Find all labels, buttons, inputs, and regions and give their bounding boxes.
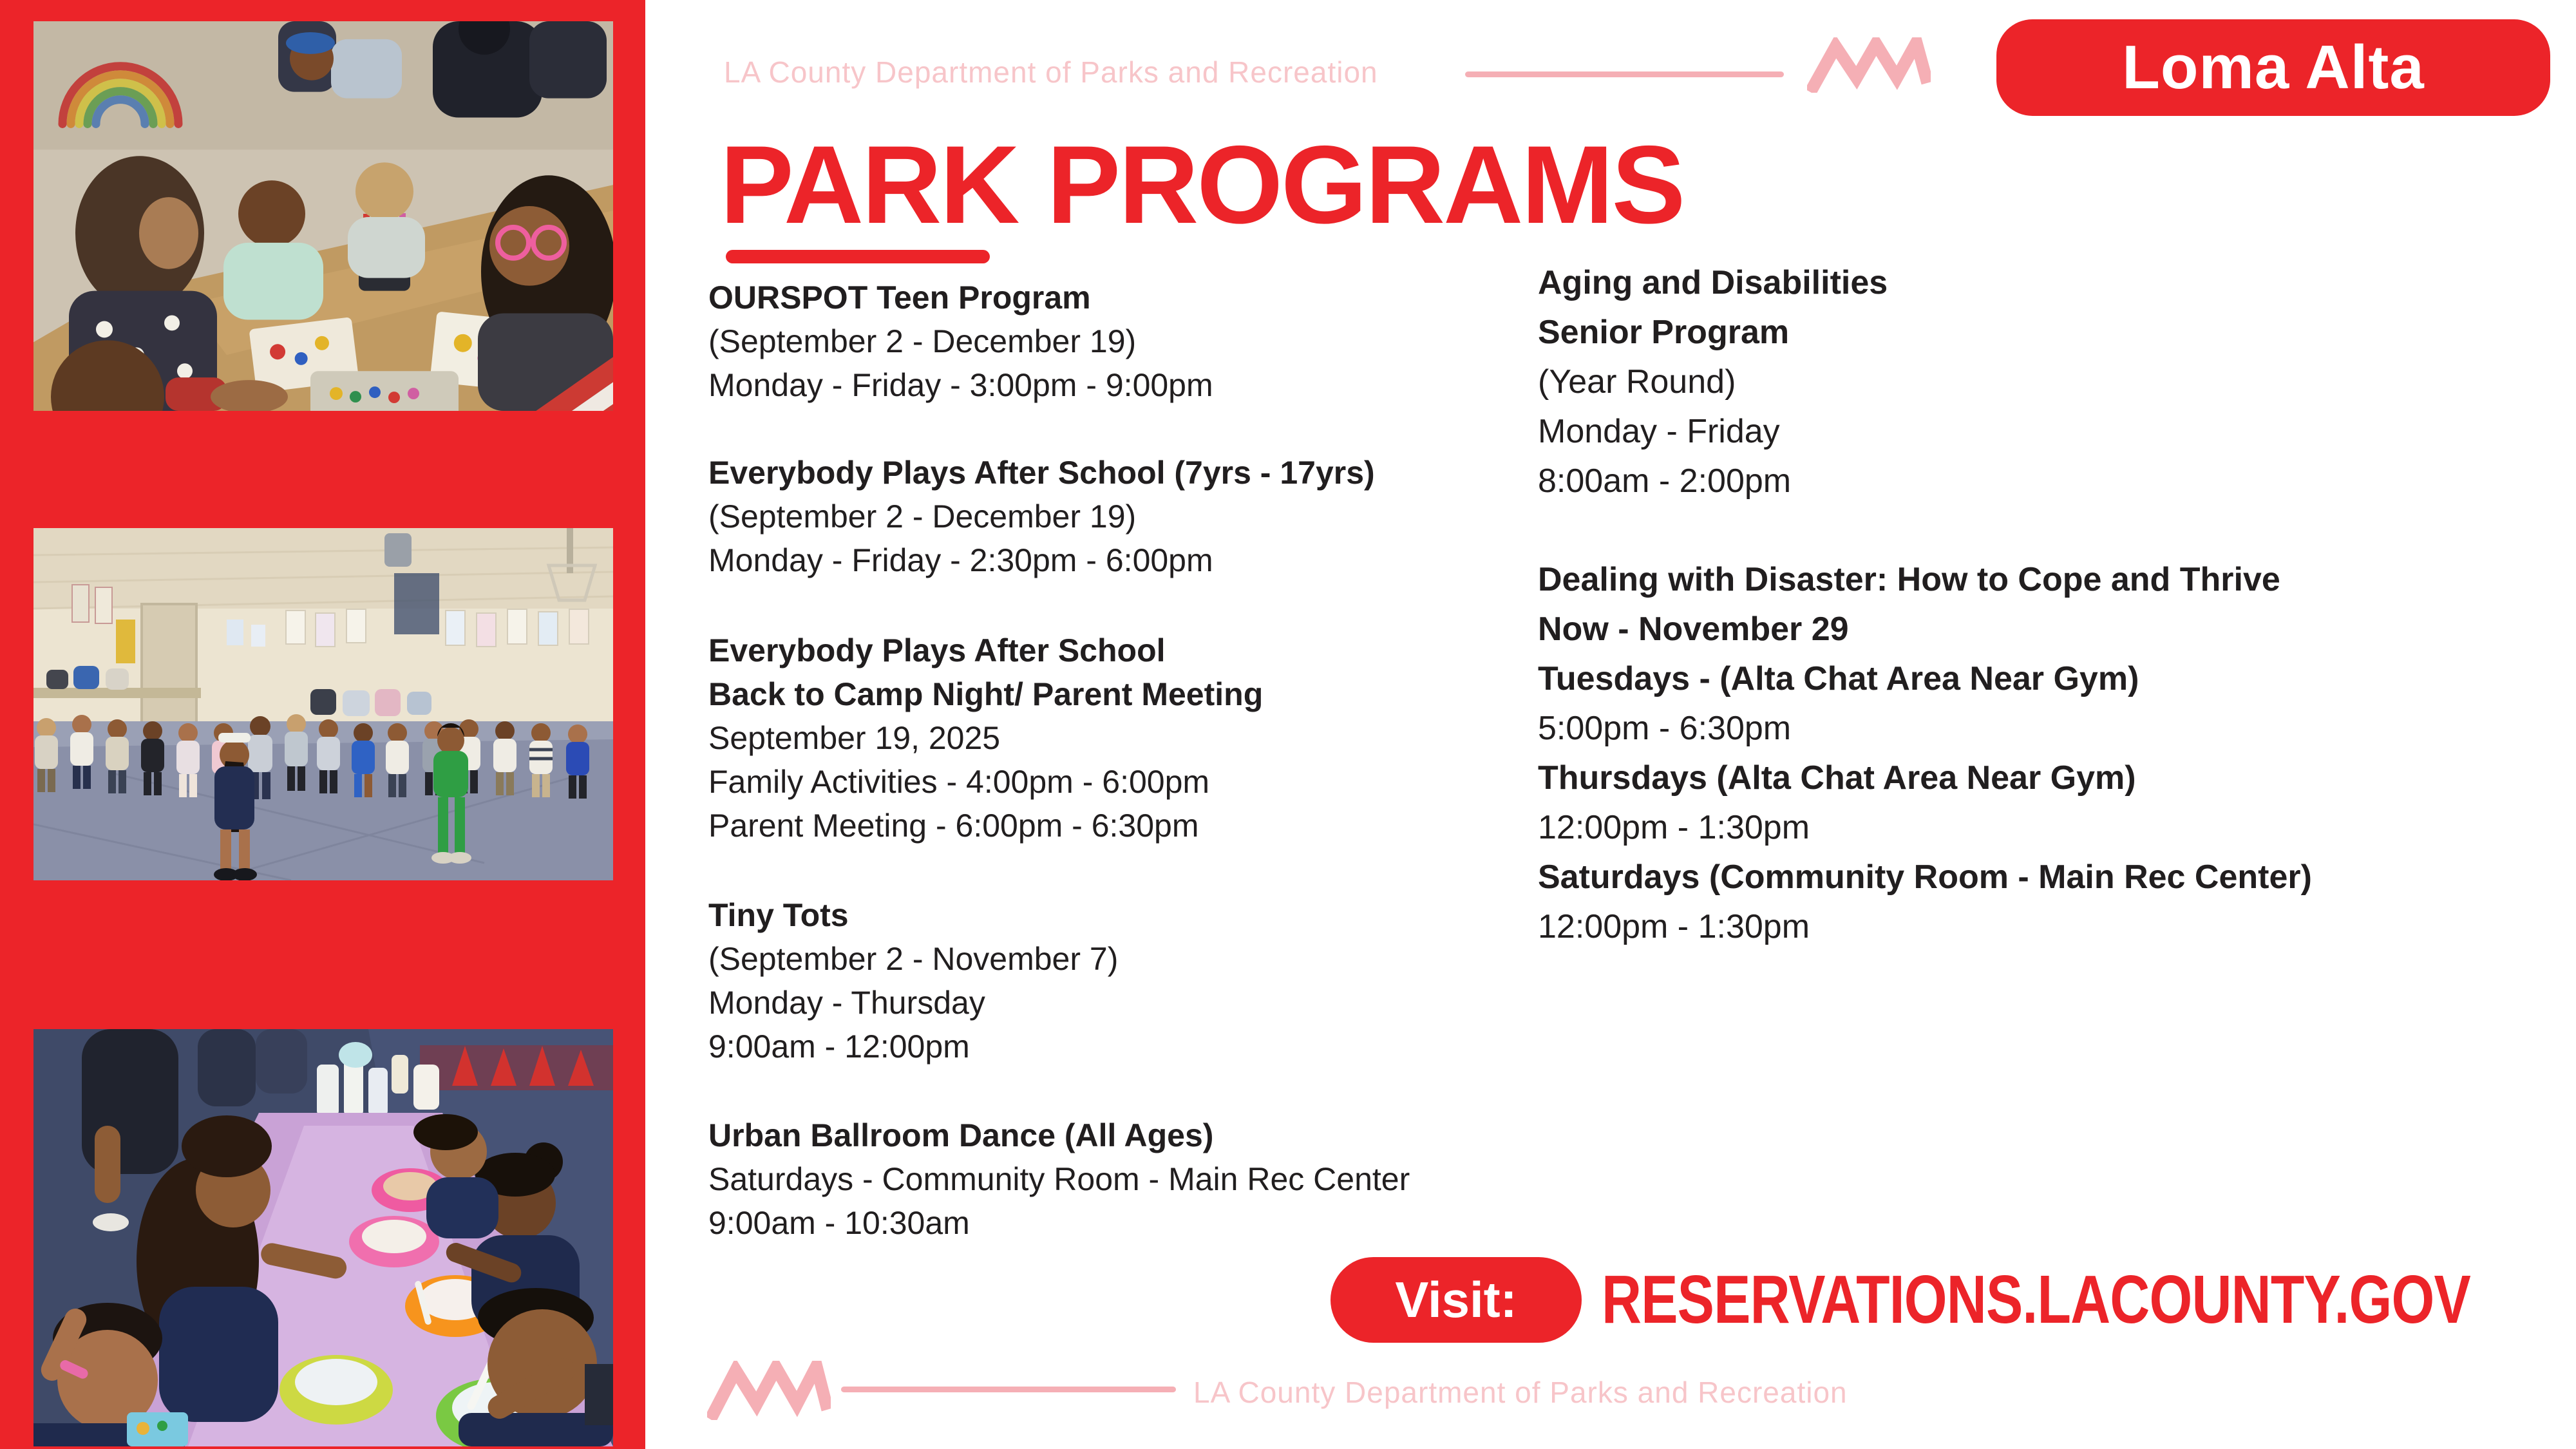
program-detail-line: Monday - Friday - 3:00pm - 9:00pm bbox=[708, 367, 1213, 403]
visit-label-pill bbox=[1331, 1257, 1582, 1343]
program-detail-line: 12:00pm - 1:30pm bbox=[1538, 908, 1810, 945]
footer-org-text: LA County Department of Parks and Recreation bbox=[1193, 1376, 1848, 1409]
program-detail-line: September 19, 2025 bbox=[708, 720, 1001, 756]
program-detail-line: Family Activities - 4:00pm - 6:00pm bbox=[708, 764, 1210, 800]
location-badge-label: Loma Alta bbox=[2122, 33, 2425, 102]
program-title-line: Tiny Tots bbox=[708, 897, 849, 933]
program-detail-line: Monday - Friday bbox=[1538, 413, 1780, 450]
program-detail-line: 12:00pm - 1:30pm bbox=[1538, 809, 1810, 846]
program-title-line: Dealing with Disaster: How to Cope and Thrive bbox=[1538, 561, 2280, 598]
program-detail-line: Parent Meeting - 6:00pm - 6:30pm bbox=[708, 808, 1199, 844]
program-detail-line: Monday - Friday - 2:30pm - 6:00pm bbox=[708, 542, 1213, 578]
program-detail-line: 9:00am - 12:00pm bbox=[708, 1028, 970, 1065]
program-block-urban-ballroom bbox=[708, 1113, 1410, 1245]
program-detail-line: 8:00am - 2:00pm bbox=[1538, 462, 1792, 500]
slime-photo bbox=[33, 1029, 613, 1446]
program-detail-line: (September 2 - December 19) bbox=[708, 498, 1137, 535]
program-block-ourspot bbox=[708, 276, 1213, 407]
program-block-back-to-camp bbox=[708, 629, 1263, 848]
program-title-line: Everybody Plays After School (7yrs - 17yrs) bbox=[708, 455, 1375, 491]
crafts-photo bbox=[33, 21, 613, 411]
zigzag-icon bbox=[1807, 37, 1931, 93]
title-underline bbox=[726, 250, 990, 263]
program-title-line: Back to Camp Night/ Parent Meeting bbox=[708, 676, 1264, 712]
program-title-line: Senior Program bbox=[1538, 314, 1790, 351]
program-block-senior-program bbox=[1538, 258, 1888, 506]
gym-photo-illustration bbox=[33, 528, 613, 880]
program-detail-line: 5:00pm - 6:30pm bbox=[1538, 710, 1792, 747]
photo-sidebar bbox=[0, 0, 645, 1449]
program-title-line: Thursdays (Alta Chat Area Near Gym) bbox=[1538, 759, 2136, 797]
program-detail-line: (September 2 - November 7) bbox=[708, 941, 1119, 977]
program-title-line: Tuesdays - (Alta Chat Area Near Gym) bbox=[1538, 660, 2139, 697]
program-detail-line: Monday - Thursday bbox=[708, 985, 985, 1021]
zigzag-icon bbox=[707, 1361, 831, 1420]
slime-photo-illustration bbox=[33, 1029, 613, 1446]
program-title-line: OURSPOT Teen Program bbox=[708, 279, 1091, 316]
header-divider-line bbox=[1465, 71, 1784, 77]
page-title: PARK PROGRAMS bbox=[720, 123, 1684, 247]
gym-photo bbox=[33, 528, 613, 880]
crafts-photo-illustration bbox=[33, 21, 613, 411]
visit-label: Visit: bbox=[1395, 1271, 1517, 1328]
program-detail-line: Saturdays - Community Room - Main Rec Center bbox=[708, 1161, 1410, 1197]
program-block-tiny-tots bbox=[708, 893, 1118, 1068]
location-badge bbox=[1996, 19, 2550, 116]
program-title-line: Now - November 29 bbox=[1538, 611, 1849, 648]
program-detail-line: (September 2 - December 19) bbox=[708, 323, 1137, 359]
program-title-line: Aging and Disabilities bbox=[1538, 264, 1888, 301]
program-block-dealing-with-disaster bbox=[1538, 555, 2312, 952]
header-org-text: LA County Department of Parks and Recreation bbox=[724, 55, 1378, 89]
program-title-line: Saturdays (Community Room - Main Rec Center) bbox=[1538, 858, 2312, 896]
footer-divider-line bbox=[841, 1387, 1176, 1392]
program-title-line: Everybody Plays After School bbox=[708, 632, 1166, 668]
reservations-url[interactable]: RESERVATIONS.LACOUNTY.GOV bbox=[1602, 1262, 2470, 1338]
program-title-line: Urban Ballroom Dance (All Ages) bbox=[708, 1117, 1214, 1153]
program-block-everybody-plays bbox=[708, 451, 1375, 582]
program-detail-line: 9:00am - 10:30am bbox=[708, 1205, 970, 1241]
program-detail-line: (Year Round) bbox=[1538, 363, 1736, 401]
